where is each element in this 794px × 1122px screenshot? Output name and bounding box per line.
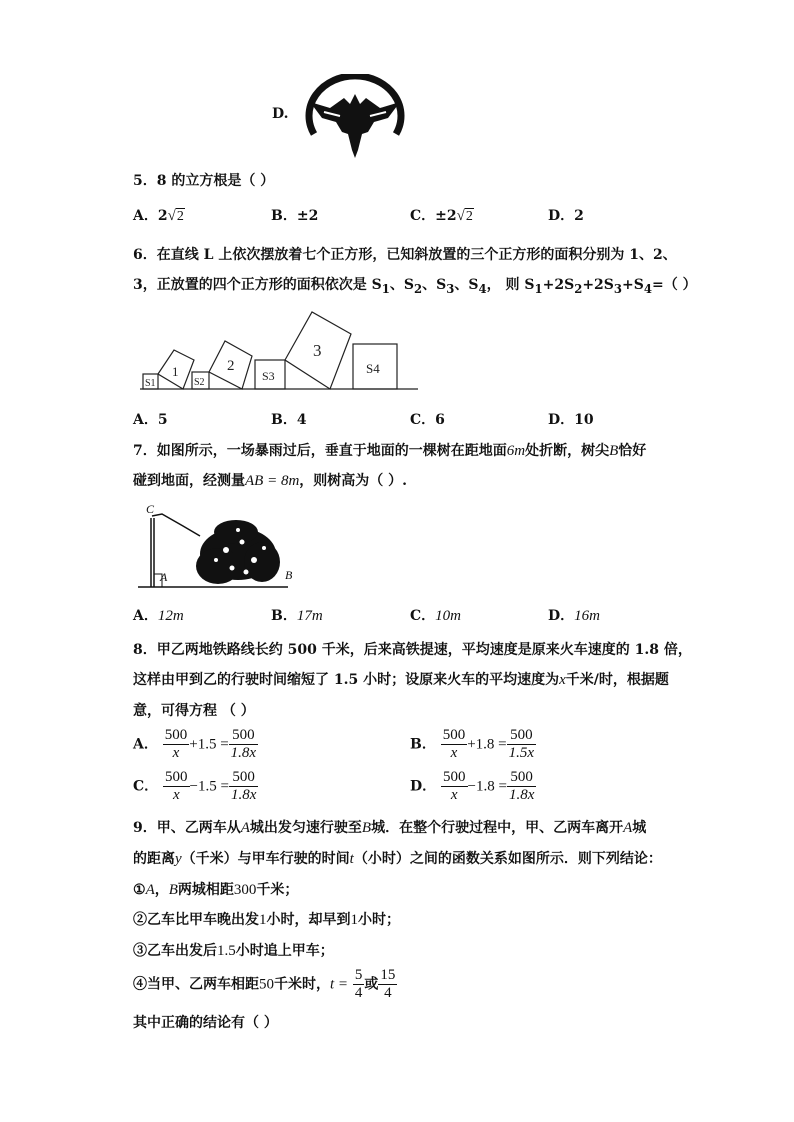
q7-option-b: B．17m [271,608,323,624]
q6-label-s3: S3 [262,369,275,383]
q7-option-c: C．10m [410,608,461,624]
q9-statement-1: ①A，B两城相距300千米； [133,882,299,898]
q6-option-b: B．4 [271,412,307,428]
q6-stem-line1: 6．在直线 L 上依次摆放着七个正方形，已知斜放置的三个正方形的面积分别为 1、2、 [133,247,677,263]
q6-option-d: D．10 [548,412,594,428]
q6-option-a: A．5 [133,412,168,428]
q6-label-1: 1 [172,364,179,379]
q5-option-a: A．2√2 [133,208,184,224]
q6-label-s1: S1 [145,378,156,389]
q7-broken-tree-figure [138,502,298,594]
q9-stem-line1: 9．甲、乙两车从A城出发匀速行驶至B城．在整个行驶过程中，甲、乙两车离开A城 [133,820,647,836]
q6-label-s2: S2 [194,377,205,388]
q8-option-a: A． $\frac{500}{x}$ +1.5 = $\frac{500}{1.8x}$ [133,727,257,761]
q4-option-d-label: D. [272,106,289,122]
q6-stem-line2: 3，正放置的四个正方形的面积依次是 $S_1$、$S_2$、$S_3$、$S_4$， 则 $S_1+2S_2+2S_3+S_4=$（ ） [133,277,697,296]
q6-label-2: 2 [227,358,235,374]
q7-label-c: C [146,502,155,516]
q8-option-c: C． $\frac{500}{x}$ −1.5 = $\frac{500}{1.8x}$ [133,769,257,803]
q8-stem-line1: 8．甲乙两地铁路线长约 500 千米，后来高铁提速，平均速度是原来火车速度的 1.8 倍， [133,642,692,658]
q7-stem-line1: 7．如图所示，一场暴雨过后，垂直于地面的一棵树在距地面6m处折断，树尖B恰好 [133,443,647,459]
q7-option-a: A．12m [133,608,184,624]
q9-statement-4: ④当甲、乙两车相距50千米时，t = $\frac{5}{4}$ 或 $\frac{15}{4}$ [133,967,396,1001]
q6-label-3: 3 [313,341,322,360]
q5-option-d: D．2 [548,208,584,224]
q6-option-c: C．6 [410,412,445,428]
q9-conclusion: 其中正确的结论有（ ） [133,1015,278,1031]
q7-option-d: D．16m [548,608,600,624]
q8-stem-line3: 意，可得方程 （ ） [133,703,255,719]
q8-option-b: B． $\frac{500}{x}$ +1.8 = $\frac{500}{1.5x}$ [410,727,535,761]
q9-statement-2: ②乙车比甲车晚出发1小时，却早到1小时； [133,912,400,928]
q8-option-d: D． $\frac{500}{x}$ −1.8 = $\frac{500}{1.8x}$ [410,769,535,803]
q9-stem-line2: 的距离y（千米）与甲车行驶的时间t（小时）之间的函数关系如图所示．则下列结论： [133,851,662,867]
q8-stem-line2: 这样由甲到乙的行驶时间缩短了 1.5 小时；设原来火车的平均速度为x千米/时，根据题 [133,672,669,688]
q6-label-s4: S4 [366,361,380,376]
q7-label-a: A [160,570,168,584]
q5-stem: 5．8 的立方根是（ ） [133,173,275,189]
q9-statement-3: ③乙车出发后1.5小时追上甲车； [133,943,334,959]
q7-stem-line2: 碰到地面，经测量AB = 8m，则树高为（ ）. [133,473,408,489]
q5-option-b: B．±2 [271,208,319,224]
q6-squares-figure [138,300,420,396]
eagle-emblem-icon [300,74,410,160]
q5-option-c: C．±2√2 [410,208,473,224]
q7-label-b: B [285,568,293,582]
